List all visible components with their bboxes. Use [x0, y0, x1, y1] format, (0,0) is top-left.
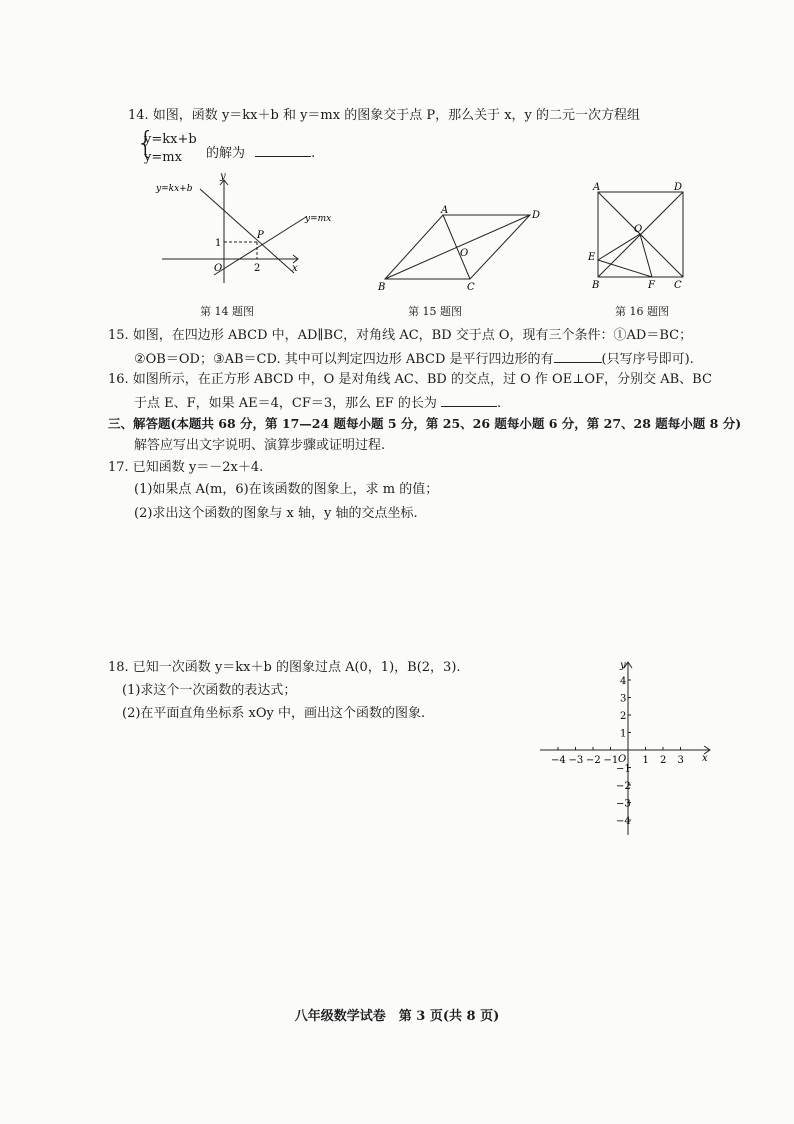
q15-label-D: D: [532, 210, 541, 221]
q17-line1: 17. 已知函数 y＝－2x＋4.: [108, 460, 264, 475]
q14-figure: [150, 171, 340, 285]
q18-x-tick-label: 3: [677, 755, 684, 766]
q18-line3: (2)在平面直角坐标系 xOy 中，画出这个函数的图象.: [122, 706, 426, 721]
q16-line2-post: .: [496, 396, 502, 411]
q14-label-x: x: [292, 263, 298, 274]
q15-line1: 15. 如图，在四边形 ABCD 中，AD∥BC，对角线 AC，BD 交于点 O，现有三个条件：①AD＝BC；: [108, 328, 693, 343]
q14-blank-end: .: [311, 146, 316, 161]
q16-label-O: O: [634, 224, 643, 235]
q14-label-mx: y=mx: [305, 214, 332, 224]
q18-label-x: x: [702, 753, 708, 764]
q18-coordinate-grid: [540, 660, 720, 840]
q18-line2: (1)求这个一次函数的表达式；: [122, 683, 297, 698]
q16-line2: [134, 394, 501, 412]
q16-caption: 第 16 题图: [615, 305, 669, 318]
q18-y-tick-label: −3: [616, 798, 631, 810]
q15-diagonal-bd: [385, 215, 530, 279]
q18-label-origin: O: [618, 754, 627, 765]
q15-label-B: B: [378, 282, 386, 293]
q18-x-tick-label: −2: [586, 755, 601, 766]
brace-icon: {: [136, 126, 156, 161]
q18-line1: 18. 已知一次函数 y＝kx＋b 的图象过点 A(0，1)，B(2，3).: [108, 660, 461, 675]
q16-line1: 16. 如图所示，在正方形 ABCD 中，O 是对角线 AC、BD 的交点，过 O 作 OE⊥OF，分别交 AB、BC: [108, 372, 712, 387]
q14-line2: [206, 142, 315, 161]
q16-label-D: D: [674, 182, 683, 193]
q18-x-tick-label: −4: [551, 755, 566, 766]
q16-label-E: E: [588, 252, 596, 263]
q15-label-A: A: [441, 205, 449, 216]
q15-line2-pre: ②OB＝OD；③AB＝CD. 其中可以判定四边形 ABCD 是平行四边形的有: [134, 352, 554, 367]
q15-line2-post: (只写序号即可).: [601, 352, 694, 367]
q15-answer-blank[interactable]: [554, 350, 602, 363]
q14-line1: 14. 如图，函数 y＝kx＋b 和 y＝mx 的图象交于点 P，那么关于 x，y 的二元一次方程组: [128, 108, 641, 123]
section3-heading: 三、解答题(本题共 68 分，第 17—24 题每小题 5 分，第 25、26 题每小题 6 分，第 27、28 题每小题 8 分): [108, 416, 742, 431]
q18-y-tick-label: 4: [620, 676, 627, 687]
q15-figure: [375, 205, 555, 295]
q14-label-O: O: [214, 263, 223, 274]
q18-y-tick-label: −2: [616, 781, 631, 792]
q18-y-tick-label: 2: [620, 711, 627, 722]
q16-figure: [588, 182, 698, 292]
q14-caption: 第 14 题图: [200, 305, 254, 318]
q18-x-tick-label: 2: [660, 755, 667, 766]
q17-line3: (2)求出这个函数的图象与 x 轴，y 轴的交点坐标.: [134, 506, 418, 521]
q16-label-A: A: [593, 182, 601, 193]
q14-answer-blank[interactable]: [255, 144, 311, 157]
q14-sys-eq1: y=kx+b: [144, 132, 197, 147]
q17-line2: (1)如果点 A(m，6)在该函数的图象上，求 m 的值；: [134, 482, 439, 497]
q16-label-C: C: [674, 280, 682, 291]
q18-y-tick-label: −4: [616, 816, 631, 827]
q18-x-tick-label: −1: [603, 755, 619, 766]
q14-label-y: y: [220, 171, 226, 182]
q18-x-tick-label: 1: [642, 755, 649, 766]
q18-y-tick-label: 3: [620, 693, 627, 705]
q15-label-O: O: [460, 248, 469, 259]
q18-label-y: y: [620, 660, 626, 671]
q14-line2-tail: 的解为: [206, 146, 246, 161]
q14-label-1: 1: [215, 238, 222, 249]
section3-instruction: 解答应写出文字说明、演算步骤或证明过程.: [134, 438, 386, 453]
q14-label-P: P: [257, 230, 264, 241]
q16-label-B: B: [592, 280, 600, 291]
q15-caption: 第 15 题图: [408, 305, 462, 318]
q16-label-F: F: [648, 280, 655, 291]
q15-label-C: C: [467, 282, 475, 293]
q16-answer-blank[interactable]: [441, 394, 497, 407]
q16-line2-pre: 于点 E、F，如果 AE＝4，CF＝3，那么 EF 的长为: [134, 396, 437, 411]
q18-y-tick-label: −1: [616, 763, 631, 775]
q14-line-kxb: [200, 189, 294, 273]
page-footer: 八年级数学试卷 第 3 页(共 8 页): [294, 1009, 500, 1024]
q14-sys-eq2: y=mx: [144, 150, 182, 165]
q18-y-tick-label: 1: [620, 728, 627, 740]
q15-line2: [134, 350, 694, 368]
q14-label-kxb: y=kx+b: [156, 184, 193, 194]
q18-x-tick-label: −3: [568, 755, 584, 766]
q14-label-2: 2: [254, 263, 261, 274]
